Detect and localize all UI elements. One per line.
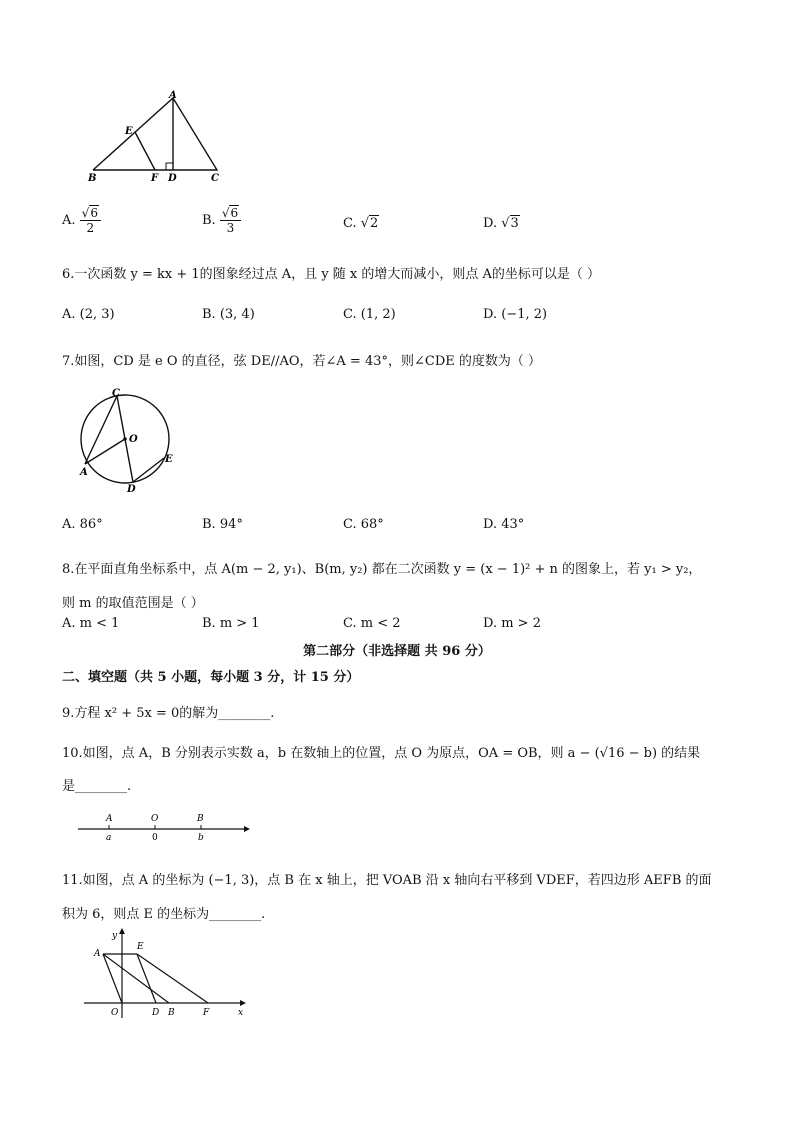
q11-text: 11.如图，点 A 的坐标为 (−1, 3)，点 B 在 x 轴上，把 VOAB 沿 x 轴向右平移到 VDEF，若四边形 AEFB 的面 — [62, 873, 712, 888]
q6-option-c[interactable]: C. (1, 2) — [343, 307, 396, 322]
q8-option-c[interactable]: C. m < 2 — [343, 616, 401, 631]
q5-option-b[interactable]: B. $\frac{√6}{3}$ — [202, 206, 241, 235]
q10-text-2: 是________. — [62, 779, 132, 794]
label-B: B — [88, 173, 97, 183]
label-E: E — [165, 454, 173, 465]
label-B: B — [168, 1008, 175, 1018]
circle-figure — [72, 386, 184, 496]
section2-title: 二、填空题（共 5 小题，每小题 3 分，计 15 分） — [62, 670, 360, 685]
label-C: C — [211, 173, 219, 183]
q6-option-b[interactable]: B. (3, 4) — [202, 307, 255, 322]
q8-text-2: 则 m 的取值范围是（ ） — [62, 596, 204, 611]
q8-option-b[interactable]: B. m > 1 — [202, 616, 260, 631]
label-D: D — [152, 1008, 160, 1018]
label-D: D — [127, 484, 136, 495]
label-B: B — [197, 814, 204, 824]
label-D: D — [168, 173, 177, 183]
triangle-figure — [85, 88, 235, 183]
label-b: b — [198, 833, 204, 843]
q5-option-d[interactable]: D. √3 — [483, 216, 519, 231]
label-x: x — [238, 1008, 244, 1018]
q7-option-d[interactable]: D. 43° — [483, 517, 525, 532]
label-O: O — [129, 434, 138, 445]
q7-option-b[interactable]: B. 94° — [202, 517, 243, 532]
q6-option-d[interactable]: D. (−1, 2) — [483, 307, 548, 322]
label-A: A — [80, 467, 88, 478]
q5-option-a[interactable]: A. $\frac{√6}{2}$ — [62, 206, 101, 235]
q11-text-2: 积为 6，则点 E 的坐标为________. — [62, 907, 266, 922]
q7-option-c[interactable]: C. 68° — [343, 517, 384, 532]
q9-text: 9.方程 x² + 5x = 0的解为________. — [62, 706, 275, 721]
label-O: O — [151, 814, 159, 824]
label-F: F — [203, 1008, 210, 1018]
q8-option-a[interactable]: A. m < 1 — [62, 616, 120, 631]
label-C: C — [112, 388, 120, 399]
q8-text: 8.在平面直角坐标系中，点 A(m − 2, y₁)、B(m, y₂) 都在二次函数 y = (x − 1)² + n 的图象上，若 y₁ > y₂， — [62, 562, 702, 577]
part2-title: 第二部分（非选择题 共 96 分） — [303, 644, 491, 659]
number-line-figure — [78, 808, 253, 844]
q10-text: 10.如图，点 A，B 分别表示实数 a，b 在数轴上的位置，点 O 为原点，OA = OB，则 a − (√16 − b) 的结果 — [62, 746, 701, 761]
label-E: E — [137, 942, 144, 952]
label-a: a — [106, 833, 112, 843]
q6-text: 6.一次函数 y = kx + 1的图象经过点 A，且 y 随 x 的增大而减小，则点 A的坐标可以是（ ） — [62, 267, 601, 282]
label-A: A — [106, 814, 113, 824]
translation-figure — [84, 926, 254, 1020]
label-y: y — [112, 931, 118, 941]
q8-option-d[interactable]: D. m > 2 — [483, 616, 541, 631]
q5-option-c[interactable]: C. √2 — [343, 216, 379, 231]
label-zero: 0 — [152, 833, 158, 843]
q7-text: 7.如图，CD 是 e O 的直径，弦 DE//AO，若∠A = 43°，则∠CDE 的度数为（ ） — [62, 354, 542, 369]
label-A: A — [94, 949, 101, 959]
label-O: O — [111, 1008, 119, 1018]
q7-option-a[interactable]: A. 86° — [62, 517, 103, 532]
label-A: A — [169, 90, 177, 101]
label-E: E — [125, 126, 133, 137]
q6-option-a[interactable]: A. (2, 3) — [62, 307, 115, 322]
label-F: F — [151, 173, 159, 183]
